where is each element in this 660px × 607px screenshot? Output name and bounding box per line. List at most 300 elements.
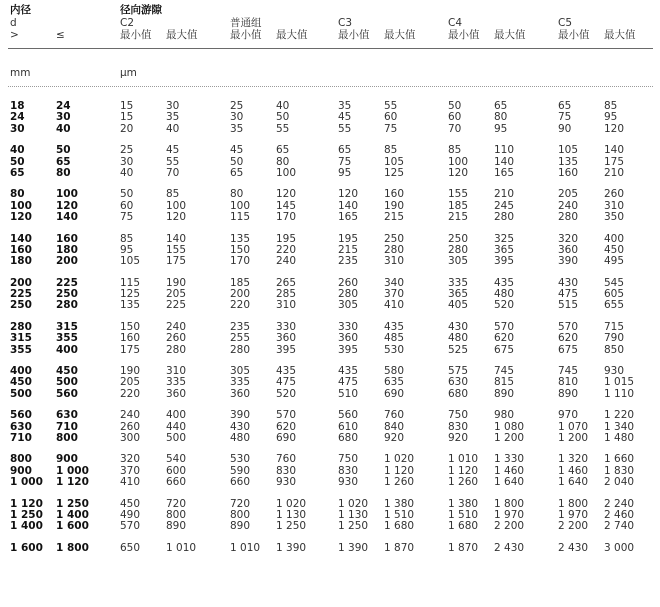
cell-c5-max: 1 110 <box>604 387 635 400</box>
cell-c5-min: 105 <box>558 144 579 157</box>
cell-c2-max: 360 <box>166 387 187 400</box>
cell-c5-max: 120 <box>604 122 625 135</box>
normal-min-label: 最小值 <box>230 29 262 41</box>
cell-c4-max: 245 <box>494 199 515 212</box>
cell-c2-min: 15 <box>120 111 134 124</box>
cell-c5-min: 1 640 <box>558 476 589 489</box>
cell-c5-max: 715 <box>604 320 625 333</box>
cell-c4-min: 100 <box>448 155 469 168</box>
cell-d-gt: 50 <box>10 155 25 168</box>
cell-c3-min: 65 <box>338 144 352 157</box>
cell-d-le: 80 <box>56 166 71 179</box>
cell-c5-max: 655 <box>604 299 625 312</box>
cell-c2-min: 115 <box>120 276 141 289</box>
cell-c2-min: 95 <box>120 243 134 256</box>
cell-c3-max: 190 <box>384 199 405 212</box>
cell-c3-max: 690 <box>384 387 405 400</box>
cell-normal-min: 185 <box>230 276 251 289</box>
cell-c4-max: 1 800 <box>494 497 525 510</box>
cell-normal-max: 240 <box>276 255 297 268</box>
cell-c2-max: 70 <box>166 166 180 179</box>
cell-normal-min: 50 <box>230 155 244 168</box>
cell-c3-min: 435 <box>338 365 359 378</box>
cell-normal-max: 80 <box>276 155 290 168</box>
cell-c4-max: 80 <box>494 111 508 124</box>
cell-c3-max: 60 <box>384 111 398 124</box>
table-row <box>0 345 660 356</box>
cell-c4-max: 675 <box>494 343 515 356</box>
cell-c5-min: 75 <box>558 111 572 124</box>
cell-c2-min: 135 <box>120 299 141 312</box>
cell-d-gt: 450 <box>10 376 32 389</box>
cell-c3-min: 280 <box>338 288 359 301</box>
cell-d-gt: 30 <box>10 122 25 135</box>
cell-c4-max: 395 <box>494 255 515 268</box>
cell-c4-max: 1 640 <box>494 476 525 489</box>
cell-d-gt: 1 000 <box>10 476 43 489</box>
cell-c2-min: 40 <box>120 166 134 179</box>
cell-c2-min: 370 <box>120 464 141 477</box>
cell-d-le: 100 <box>56 188 78 201</box>
cell-c4-max: 435 <box>494 276 515 289</box>
row-group <box>0 278 660 312</box>
cell-normal-min: 235 <box>230 320 251 333</box>
cell-d-gt: 630 <box>10 420 32 433</box>
cell-normal-min: 150 <box>230 243 251 256</box>
cell-d-le: 1 800 <box>56 541 89 554</box>
cell-c5-min: 1 460 <box>558 464 589 477</box>
table-row <box>0 256 660 267</box>
cell-c5-min: 810 <box>558 376 579 389</box>
cell-d-gt: 1 250 <box>10 508 43 521</box>
cell-c2-min: 650 <box>120 541 141 554</box>
cell-c3-min: 1 130 <box>338 508 369 521</box>
cell-c5-max: 1 340 <box>604 420 635 433</box>
cell-c5-max: 1 480 <box>604 431 635 444</box>
class-c4-label: C4 <box>448 17 463 29</box>
cell-d-le: 180 <box>56 243 78 256</box>
cell-c2-max: 85 <box>166 188 180 201</box>
cell-d-le: 1 120 <box>56 476 89 489</box>
cell-d-le: 120 <box>56 199 78 212</box>
cell-c2-max: 225 <box>166 299 187 312</box>
cell-c2-max: 100 <box>166 199 187 212</box>
cell-c2-max: 335 <box>166 376 187 389</box>
cell-d-gt: 24 <box>10 111 25 124</box>
cell-c3-max: 55 <box>384 100 398 112</box>
cell-c5-max: 605 <box>604 288 625 301</box>
cell-normal-max: 435 <box>276 365 297 378</box>
cell-c2-min: 60 <box>120 199 134 212</box>
cell-normal-min: 1 010 <box>230 541 261 554</box>
cell-c5-max: 85 <box>604 100 618 112</box>
cell-c5-min: 2 430 <box>558 541 589 554</box>
table-row <box>0 433 660 444</box>
header-rule-bottom <box>8 86 653 87</box>
cell-d-le: 355 <box>56 332 78 345</box>
cell-c4-max: 65 <box>494 100 508 112</box>
cell-normal-min: 530 <box>230 453 251 466</box>
cell-normal-min: 480 <box>230 431 251 444</box>
cell-c5-max: 210 <box>604 166 625 179</box>
cell-normal-max: 50 <box>276 111 290 124</box>
cell-d-le: 200 <box>56 255 78 268</box>
cell-d-gt: 200 <box>10 276 32 289</box>
row-group <box>0 322 660 356</box>
cell-normal-max: 330 <box>276 320 297 333</box>
cell-c3-min: 610 <box>338 420 359 433</box>
cell-c3-min: 1 390 <box>338 541 369 554</box>
row-group <box>0 454 660 488</box>
cell-c2-max: 540 <box>166 453 187 466</box>
cell-c4-max: 745 <box>494 365 515 378</box>
cell-normal-max: 310 <box>276 299 297 312</box>
cell-c4-min: 525 <box>448 343 469 356</box>
cell-c2-max: 440 <box>166 420 187 433</box>
cell-c2-max: 280 <box>166 343 187 356</box>
cell-c3-min: 360 <box>338 332 359 345</box>
row-group <box>0 234 660 268</box>
cell-c2-max: 890 <box>166 520 187 533</box>
cell-c3-min: 395 <box>338 343 359 356</box>
cell-c3-max: 340 <box>384 276 405 289</box>
cell-c4-max: 165 <box>494 166 515 179</box>
cell-normal-max: 930 <box>276 476 297 489</box>
cell-d-gt: 160 <box>10 243 32 256</box>
cell-c3-max: 760 <box>384 409 405 422</box>
cell-d-gt: 1 600 <box>10 541 43 554</box>
cell-c3-min: 930 <box>338 476 359 489</box>
cell-c5-max: 2 460 <box>604 508 635 521</box>
cell-normal-min: 220 <box>230 299 251 312</box>
cell-normal-max: 690 <box>276 431 297 444</box>
cell-c2-min: 205 <box>120 376 141 389</box>
cell-c3-min: 830 <box>338 464 359 477</box>
cell-c3-min: 750 <box>338 453 359 466</box>
cell-normal-min: 30 <box>230 111 244 124</box>
cell-d-gt: 140 <box>10 232 32 245</box>
cell-c2-max: 500 <box>166 431 187 444</box>
cell-d-gt: 40 <box>10 144 25 157</box>
cell-c2-min: 50 <box>120 188 134 201</box>
cell-normal-max: 170 <box>276 211 297 224</box>
c4-max-label: 最大值 <box>494 29 526 41</box>
cell-normal-max: 395 <box>276 343 297 356</box>
cell-normal-max: 100 <box>276 166 297 179</box>
cell-c2-max: 400 <box>166 409 187 422</box>
cell-d-le: 280 <box>56 299 78 312</box>
cell-c5-min: 675 <box>558 343 579 356</box>
cell-d-gt: 180 <box>10 255 32 268</box>
cell-normal-max: 570 <box>276 409 297 422</box>
cell-c3-max: 1 680 <box>384 520 415 533</box>
cell-c2-max: 175 <box>166 255 187 268</box>
cell-c5-min: 135 <box>558 155 579 168</box>
cell-d-le: 900 <box>56 453 78 466</box>
cell-c5-max: 310 <box>604 199 625 212</box>
cell-c4-min: 1 680 <box>448 520 479 533</box>
cell-c5-max: 2 040 <box>604 476 635 489</box>
cell-c4-max: 1 330 <box>494 453 525 466</box>
cell-d-le: 1 400 <box>56 508 89 521</box>
cell-c2-max: 600 <box>166 464 187 477</box>
cell-normal-min: 660 <box>230 476 251 489</box>
cell-c5-max: 450 <box>604 243 625 256</box>
cell-c2-min: 15 <box>120 100 134 112</box>
cell-c5-max: 930 <box>604 365 625 378</box>
cell-c5-min: 390 <box>558 255 579 268</box>
cell-c4-min: 1 010 <box>448 453 479 466</box>
cell-d-gt: 100 <box>10 199 32 212</box>
cell-c3-max: 410 <box>384 299 405 312</box>
cell-c4-min: 215 <box>448 211 469 224</box>
cell-d-gt: 710 <box>10 431 32 444</box>
cell-c4-max: 280 <box>494 211 515 224</box>
cell-normal-min: 170 <box>230 255 251 268</box>
cell-c2-max: 35 <box>166 111 180 124</box>
cell-c2-min: 20 <box>120 122 134 135</box>
cell-normal-min: 45 <box>230 144 244 157</box>
cell-normal-max: 265 <box>276 276 297 289</box>
class-c2-label: C2 <box>120 17 135 29</box>
cell-d-gt: 500 <box>10 387 32 400</box>
cell-c4-max: 570 <box>494 320 515 333</box>
cell-normal-max: 1 020 <box>276 497 307 510</box>
cell-c5-min: 360 <box>558 243 579 256</box>
cell-c2-max: 660 <box>166 476 187 489</box>
cell-d-le: 30 <box>56 111 71 124</box>
cell-c4-min: 365 <box>448 288 469 301</box>
cell-c4-max: 520 <box>494 299 515 312</box>
cell-c4-min: 50 <box>448 100 462 112</box>
cell-d-le: 450 <box>56 365 78 378</box>
cell-c4-min: 1 870 <box>448 541 479 554</box>
header-rule-top <box>8 48 653 49</box>
cell-c5-max: 495 <box>604 255 625 268</box>
table-row <box>0 410 660 421</box>
cell-d-le: 250 <box>56 288 78 301</box>
cell-c3-min: 330 <box>338 320 359 333</box>
unit-mm: mm <box>10 67 31 79</box>
cell-d-le: 710 <box>56 420 78 433</box>
cell-normal-max: 55 <box>276 122 290 135</box>
cell-normal-max: 40 <box>276 100 290 112</box>
cell-normal-max: 520 <box>276 387 297 400</box>
cell-d-le: 400 <box>56 343 78 356</box>
cell-c5-max: 95 <box>604 111 618 124</box>
class-normal-label: 普通组 <box>230 17 262 29</box>
cell-c4-max: 365 <box>494 243 515 256</box>
table-row <box>0 300 660 311</box>
cell-c5-min: 1 800 <box>558 497 589 510</box>
cell-d-gt: 900 <box>10 464 32 477</box>
cell-c4-min: 280 <box>448 243 469 256</box>
cell-c4-max: 815 <box>494 376 515 389</box>
cell-c5-max: 140 <box>604 144 625 157</box>
le-label: ≤ <box>56 29 65 41</box>
table-row <box>0 389 660 400</box>
cell-c3-min: 55 <box>338 122 352 135</box>
cell-c2-max: 55 <box>166 155 180 168</box>
cell-c4-max: 980 <box>494 409 515 422</box>
c5-min-label: 最小值 <box>558 29 590 41</box>
table-row <box>0 521 660 532</box>
cell-c2-max: 240 <box>166 320 187 333</box>
cell-c4-min: 680 <box>448 387 469 400</box>
cell-normal-max: 620 <box>276 420 297 433</box>
cell-c5-min: 475 <box>558 288 579 301</box>
cell-d-le: 560 <box>56 387 78 400</box>
cell-c4-max: 95 <box>494 122 508 135</box>
table-row <box>0 543 660 554</box>
cell-c4-min: 70 <box>448 122 462 135</box>
cell-c2-min: 240 <box>120 409 141 422</box>
cell-c3-min: 165 <box>338 211 359 224</box>
cell-d-le: 315 <box>56 320 78 333</box>
cell-c3-max: 435 <box>384 320 405 333</box>
cell-c2-min: 30 <box>120 155 134 168</box>
cell-c4-max: 2 200 <box>494 520 525 533</box>
cell-d-le: 1 250 <box>56 497 89 510</box>
cell-c3-max: 580 <box>384 365 405 378</box>
cell-normal-min: 590 <box>230 464 251 477</box>
row-group <box>0 145 660 179</box>
cell-c2-min: 75 <box>120 211 134 224</box>
cell-c4-min: 1 380 <box>448 497 479 510</box>
cell-c3-min: 680 <box>338 431 359 444</box>
cell-c5-min: 90 <box>558 122 572 135</box>
cell-normal-max: 830 <box>276 464 297 477</box>
cell-c3-max: 920 <box>384 431 405 444</box>
table-row <box>0 124 660 135</box>
cell-c5-max: 545 <box>604 276 625 289</box>
cell-c3-max: 370 <box>384 288 405 301</box>
cell-c5-max: 1 830 <box>604 464 635 477</box>
cell-c4-min: 1 120 <box>448 464 479 477</box>
cell-normal-max: 1 130 <box>276 508 307 521</box>
cell-normal-min: 65 <box>230 166 244 179</box>
cell-normal-max: 285 <box>276 288 297 301</box>
row-group <box>0 366 660 400</box>
cell-normal-max: 120 <box>276 188 297 201</box>
unit-um: μm <box>120 67 137 79</box>
cell-c5-min: 160 <box>558 166 579 179</box>
cell-c2-max: 260 <box>166 332 187 345</box>
cell-c5-min: 970 <box>558 409 579 422</box>
cell-c5-max: 260 <box>604 188 625 201</box>
cell-c3-max: 85 <box>384 144 398 157</box>
cell-c3-min: 195 <box>338 232 359 245</box>
cell-c5-min: 280 <box>558 211 579 224</box>
cell-normal-max: 475 <box>276 376 297 389</box>
cell-c4-max: 480 <box>494 288 515 301</box>
cell-c4-min: 155 <box>448 188 469 201</box>
cell-d-le: 24 <box>56 100 71 112</box>
cell-d-le: 50 <box>56 144 71 157</box>
cell-c4-min: 120 <box>448 166 469 179</box>
cell-c5-min: 890 <box>558 387 579 400</box>
c4-min-label: 最小值 <box>448 29 480 41</box>
table-row <box>0 477 660 488</box>
cell-c2-min: 570 <box>120 520 141 533</box>
c2-min-label: 最小值 <box>120 29 152 41</box>
cell-normal-max: 145 <box>276 199 297 212</box>
cell-d-le: 40 <box>56 122 71 135</box>
cell-c4-max: 1 200 <box>494 431 525 444</box>
cell-c4-max: 1 970 <box>494 508 525 521</box>
cell-c5-max: 790 <box>604 332 625 345</box>
c2-max-label: 最大值 <box>166 29 198 41</box>
cell-c5-max: 175 <box>604 155 625 168</box>
cell-c5-min: 515 <box>558 299 579 312</box>
row-group <box>0 410 660 444</box>
cell-d-le: 800 <box>56 431 78 444</box>
cell-normal-max: 1 390 <box>276 541 307 554</box>
cell-c4-min: 750 <box>448 409 469 422</box>
cell-c3-max: 635 <box>384 376 405 389</box>
cell-c5-min: 205 <box>558 188 579 201</box>
cell-c5-min: 745 <box>558 365 579 378</box>
gt-label: > <box>10 29 19 41</box>
row-group <box>0 543 660 554</box>
cell-d-le: 500 <box>56 376 78 389</box>
cell-c5-min: 1 970 <box>558 508 589 521</box>
cell-normal-max: 220 <box>276 243 297 256</box>
cell-c2-max: 45 <box>166 144 180 157</box>
cell-c2-max: 720 <box>166 497 187 510</box>
cell-c2-max: 190 <box>166 276 187 289</box>
cell-c3-max: 1 380 <box>384 497 415 510</box>
table-row <box>0 333 660 344</box>
cell-c2-min: 490 <box>120 508 141 521</box>
cell-c3-max: 310 <box>384 255 405 268</box>
row-group <box>0 189 660 223</box>
cell-c5-min: 620 <box>558 332 579 345</box>
cell-c2-min: 105 <box>120 255 141 268</box>
cell-c5-min: 1 200 <box>558 431 589 444</box>
cell-d-le: 65 <box>56 155 71 168</box>
cell-c5-min: 240 <box>558 199 579 212</box>
cell-c3-min: 1 020 <box>338 497 369 510</box>
cell-c2-min: 25 <box>120 144 134 157</box>
cell-c5-min: 1 070 <box>558 420 589 433</box>
radial-clearance-heading: 径向游隙 <box>120 4 162 16</box>
cell-normal-min: 800 <box>230 508 251 521</box>
cell-c3-max: 1 870 <box>384 541 415 554</box>
cell-c4-min: 250 <box>448 232 469 245</box>
inner-diameter-heading: 内径 <box>10 4 31 16</box>
cell-c3-min: 475 <box>338 376 359 389</box>
cell-c3-min: 560 <box>338 409 359 422</box>
cell-normal-min: 335 <box>230 376 251 389</box>
cell-c2-max: 155 <box>166 243 187 256</box>
cell-c5-min: 2 200 <box>558 520 589 533</box>
row-group <box>0 499 660 533</box>
cell-d-gt: 355 <box>10 343 32 356</box>
cell-d-le: 1 000 <box>56 464 89 477</box>
cell-c2-min: 85 <box>120 232 134 245</box>
cell-normal-min: 100 <box>230 199 251 212</box>
cell-c2-max: 1 010 <box>166 541 197 554</box>
cell-c5-min: 570 <box>558 320 579 333</box>
c3-min-label: 最小值 <box>338 29 370 41</box>
cell-c3-max: 1 020 <box>384 453 415 466</box>
cell-c5-max: 2 740 <box>604 520 635 533</box>
cell-d-gt: 18 <box>10 100 25 112</box>
cell-c2-min: 260 <box>120 420 141 433</box>
cell-d-gt: 225 <box>10 288 32 301</box>
cell-c4-max: 620 <box>494 332 515 345</box>
